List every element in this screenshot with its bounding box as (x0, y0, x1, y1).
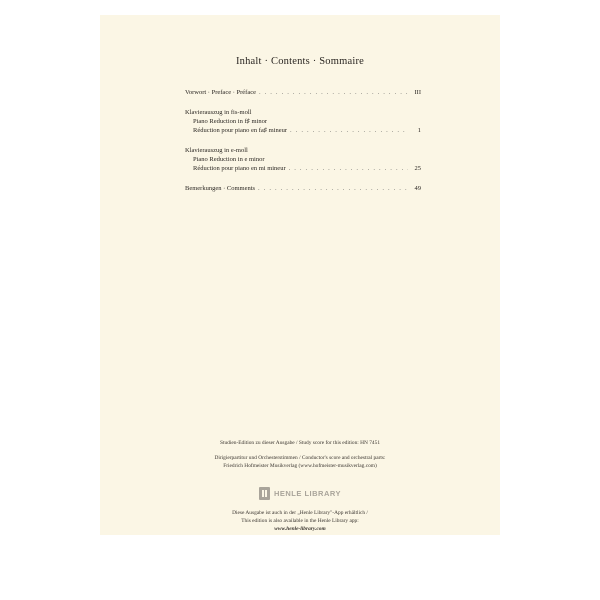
henle-library-logo (100, 487, 500, 500)
publisher-line: Friedrich Hofmeister Musikverlag (www.hofmeister-musikverlag.com) (223, 463, 377, 469)
toc-entry-text: Piano Reduction in f♯ minor (193, 118, 268, 125)
app-line-en: This edition is also available in the Henle Library app: (241, 518, 359, 524)
toc-row[interactable] (185, 126, 421, 135)
study-edition-note (100, 439, 500, 447)
toc-entry-fis-moll (185, 108, 421, 135)
henle-library-link[interactable]: www.henle-library.com (274, 526, 326, 532)
table-of-contents (185, 88, 421, 204)
henle-logo-icon (259, 487, 270, 500)
dot-leader (290, 126, 408, 135)
toc-page-number: 49 (414, 185, 421, 192)
dot-leader (258, 184, 408, 193)
toc-entry-e-moll (185, 146, 421, 173)
toc-entry-text: Réduction pour piano en fa♯ mineur (193, 127, 288, 134)
study-edition-line: Studien-Edition zu dieser Ausgabe / Study score for this edition: HN 7451 (219, 440, 381, 446)
toc-entry-text: Réduction pour piano en mi mineur (193, 165, 286, 172)
dot-leader (259, 88, 408, 97)
toc-page-number: III (414, 89, 421, 96)
toc-row[interactable] (185, 117, 421, 126)
app-line-de: Diese Ausgabe ist auch in der „Henle Library"-App erhältlich / (232, 510, 368, 516)
toc-row[interactable] (185, 146, 421, 155)
toc-entry-comments (185, 184, 421, 193)
parts-line: Dirigierpartitur und Orchesterstimmen / Conductor's score and orchestral parts: (214, 455, 386, 461)
toc-entry-text: Klavierauszug in e-moll (185, 147, 248, 154)
toc-row[interactable] (185, 88, 421, 97)
toc-page-number: 1 (417, 127, 421, 134)
toc-row[interactable] (185, 108, 421, 117)
toc-entry-text: Vorwort · Preface · Préface (185, 89, 256, 96)
toc-page-number: 25 (414, 165, 421, 172)
page-title: Inhalt · Contents · Sommaire (235, 56, 365, 67)
toc-entry-preface (185, 88, 421, 97)
document-page (100, 15, 500, 535)
logo-text: HENLE LIBRARY (273, 489, 342, 498)
toc-entry-text: Bemerkungen · Comments (185, 185, 256, 192)
toc-row[interactable] (185, 184, 421, 193)
app-note (100, 509, 500, 533)
toc-row[interactable] (185, 155, 421, 164)
toc-row[interactable] (185, 164, 421, 173)
toc-entry-text: Klavierauszug in fis-moll (185, 109, 252, 116)
dot-leader (289, 164, 408, 173)
toc-entry-text: Piano Reduction in e minor (193, 156, 265, 163)
parts-note (100, 454, 500, 470)
